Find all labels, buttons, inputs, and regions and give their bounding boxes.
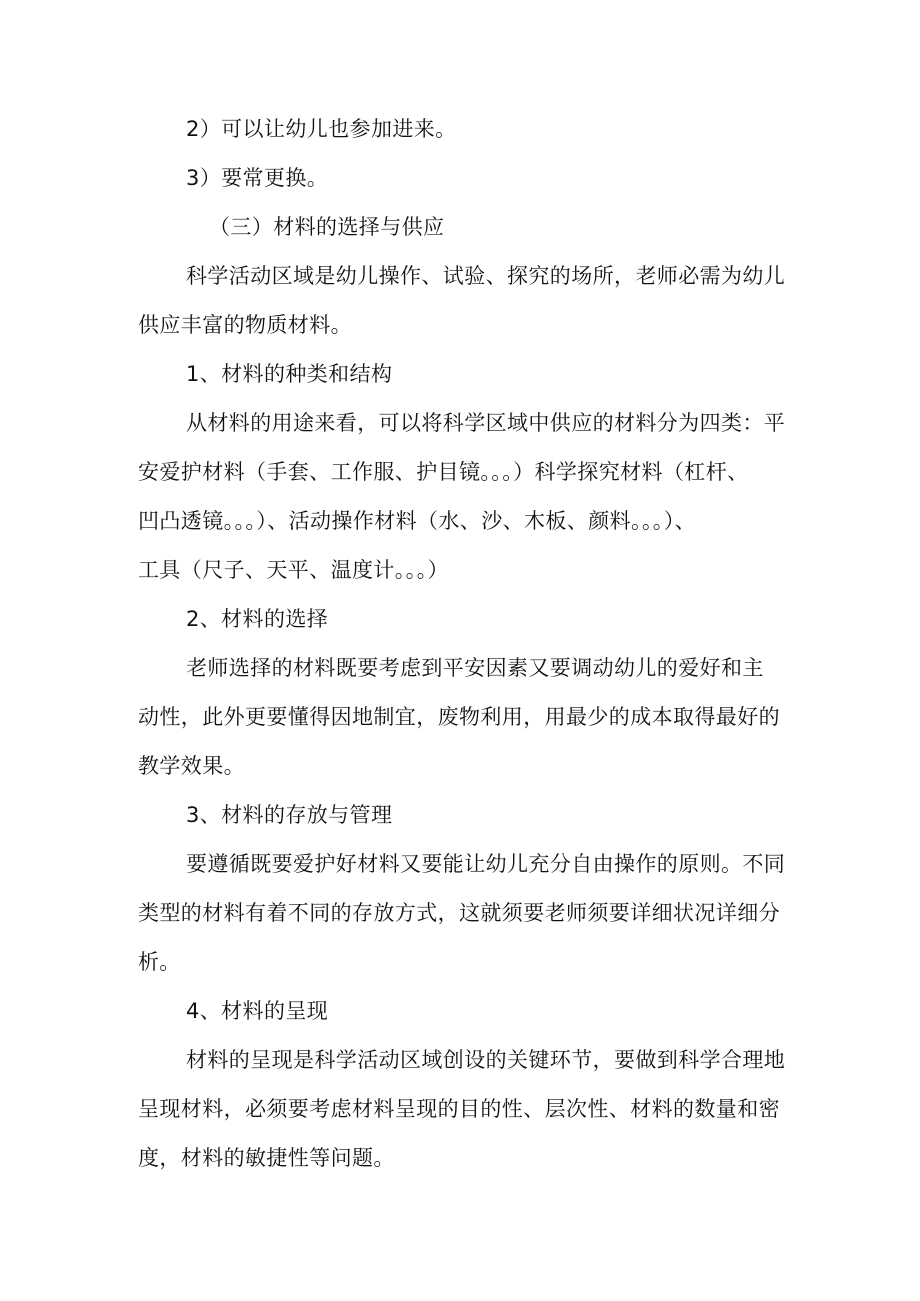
paragraph-3-line-1: 要遵循既要爱护好材料又要能让幼儿充分自由操作的原则。不同 [186, 852, 786, 876]
paragraph-1-line-1: 从材料的用途来看，可以将科学区域中供应的材料分为四类：平 [186, 411, 786, 435]
paragraph-4-line-3: 度，材料的敏捷性等问题。 [138, 1146, 395, 1170]
list-item-3: 3）要常更换。 [186, 166, 329, 190]
subheading-3: 3、材料的存放与管理 [186, 803, 393, 827]
section-heading-3: （三）材料的选择与供应 [209, 215, 445, 239]
paragraph-3-line-2: 类型的材料有着不同的存放方式，这就须要老师须要详细状况详细分 [138, 901, 780, 925]
paragraph-2-line-3: 教学效果。 [138, 754, 245, 778]
intro-line-1: 科学活动区域是幼儿操作、试验、探究的场所，老师必需为幼儿 [186, 264, 786, 288]
paragraph-1-line-2: 安爱护材料（手套、工作服、护目镜。。。）科学探究材料（杠杆、 [138, 460, 749, 484]
paragraph-4-line-1: 材料的呈现是科学活动区域创设的关键环节，要做到科学合理地 [186, 1048, 786, 1072]
paragraph-2-line-1: 老师选择的材料既要考虑到平安因素又要调动幼儿的爱好和主 [186, 656, 764, 680]
paragraph-3-line-3: 析。 [138, 950, 181, 974]
subheading-1: 1、材料的种类和结构 [186, 362, 393, 386]
list-item-2: 2）可以让幼儿也参加进来。 [186, 117, 457, 141]
paragraph-1-line-3: 凹凸透镜。。。）、活动操作材料（水、沙、木板、颜料。。。）、 [138, 509, 696, 533]
paragraph-4-line-2: 呈现材料，必须要考虑材料呈现的目的性、层次性、材料的数量和密 [138, 1097, 780, 1121]
paragraph-1-line-4: 工具（尺子、天平、温度计。。。） [138, 558, 449, 582]
subheading-4: 4、材料的呈现 [186, 999, 329, 1023]
paragraph-2-line-2: 动性，此外更要懂得因地制宜，废物利用，用最少的成本取得最好的 [138, 705, 780, 729]
subheading-2: 2、材料的选择 [186, 607, 329, 631]
intro-line-2: 供应丰富的物质材料。 [138, 313, 352, 337]
